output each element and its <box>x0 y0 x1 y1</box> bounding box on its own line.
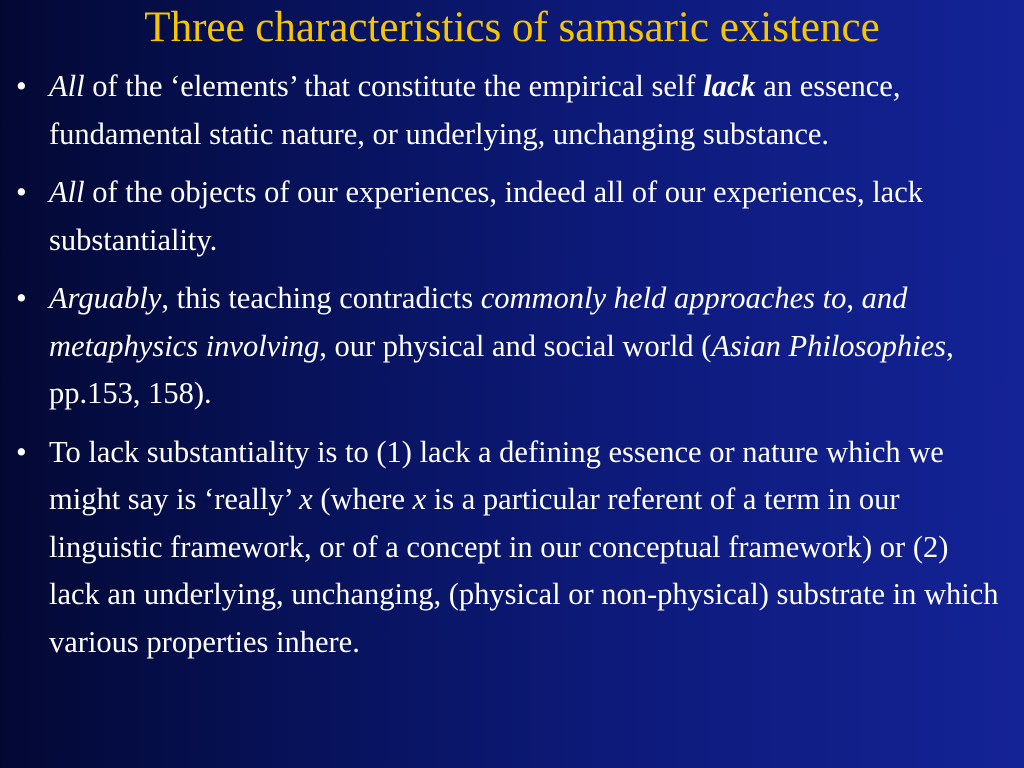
bullet-text-segment: commonly held approaches to <box>480 281 847 315</box>
bullet-text-segment: (where <box>312 482 413 516</box>
bullet-text-segment: Asian Philosophies <box>711 328 947 363</box>
bullet-text-segment: x <box>412 482 427 516</box>
bullet-text-segment: of the objects of our experiences, indeed all of our experiences, lack substantiality. <box>49 175 923 257</box>
bullet-text-segment: an essence, fundamental static nature, or underlying, unchanging substance. <box>49 69 901 151</box>
bullet-text-segment: To lack substantiality is to (1) lack a defining essence or nature which we might say is ‘really’ <box>49 434 944 516</box>
bullet-text-segment: and metaphysics involving <box>49 281 908 363</box>
bullet-item <box>0 275 1024 418</box>
bullet-dot-icon: • <box>16 434 27 469</box>
bullet-dot-icon: • <box>16 69 27 103</box>
bullet-text-segment: is a particular referent of a term in our linguistic framework, or of a concept in our conceptual framework) or (2) lack an underlying, unchanging, (physical or non-physical) substrate in which various properties inhere. <box>49 482 999 659</box>
bullet-list <box>0 63 1024 677</box>
slide-title: Three characteristics of samsaric existence <box>144 4 880 51</box>
bullet-text-segment: , our physical and social world ( <box>319 328 712 363</box>
bullet-text-segment: , pp.153, 158). <box>49 328 954 410</box>
bullet-text-segment: , <box>846 281 862 315</box>
bullet-text-segment: , this teaching contradicts <box>161 281 481 315</box>
bullet-item <box>0 63 1024 158</box>
bullet-dot-icon: • <box>16 175 27 209</box>
bullet-text-segment: x <box>299 482 313 516</box>
bullet-text-segment: of the ‘elements’ that constitute the empirical self <box>84 69 704 103</box>
bullet-dot-icon: • <box>16 281 27 315</box>
bullet-item <box>0 429 1024 667</box>
bullet-text-segment: All <box>49 175 85 209</box>
bullet-text-segment: All <box>49 69 85 103</box>
bullet-text-segment: Arguably <box>49 281 162 315</box>
bullet-item <box>0 169 1024 264</box>
bullet-text-segment: lack <box>703 69 756 103</box>
